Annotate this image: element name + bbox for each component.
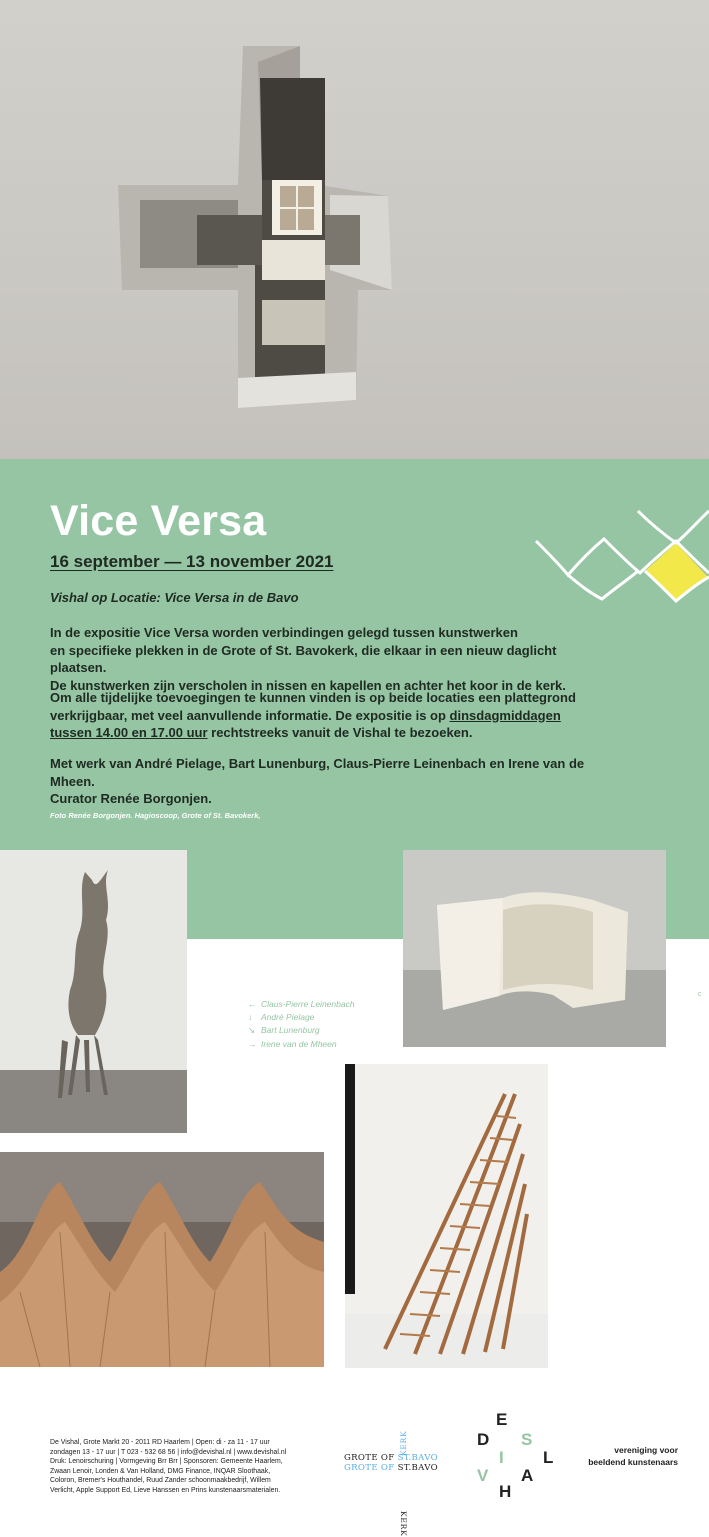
- footer-info: [50, 1438, 320, 1496]
- club-line: beeldend kunstenaars: [588, 1457, 678, 1467]
- bavo-logo-vertical: KERK: [399, 1430, 408, 1456]
- bavo-logo-line: [344, 1463, 438, 1473]
- photo-sculpture-branch: [0, 850, 187, 1133]
- visit-hours-link[interactable]: tussen 14.00 en 17.00 uur: [50, 725, 208, 740]
- footer-line: zondagen 13 - 17 uur | T 023 - 532 68 56 | info@devishal.nl | www.devishal.nl: [50, 1448, 287, 1456]
- arrow-right-icon: →: [248, 1038, 257, 1049]
- exhibition-dates: 16 september — 13 november 2021: [50, 552, 334, 571]
- visit-paragraph: [50, 689, 610, 742]
- photo-ceramic-form: [403, 850, 666, 1047]
- intro-line: In de expositie Vice Versa worden verbindingen gelegd tussen kunstwerken: [50, 625, 518, 640]
- photo-credit: Foto Renée Borgonjen. Hagioscoop, Grote of St. Bavokerk,: [50, 811, 261, 820]
- vishal-letter: V: [477, 1466, 489, 1485]
- legend-item: [248, 1011, 355, 1024]
- bavo-logo-vertical: KERK: [399, 1511, 408, 1537]
- visit-text: verkrijgbaar, met veel aanvullende informatie. De expositie is op: [50, 707, 450, 723]
- arrow-left-icon: ←: [248, 999, 257, 1009]
- side-mark: c: [698, 991, 702, 998]
- club-tagline: [588, 1444, 678, 1468]
- intro-paragraph: [50, 624, 610, 694]
- hero-photo: [0, 0, 709, 459]
- bavo-logo-text: GROTE OF: [344, 1463, 398, 1473]
- legend-item: [248, 998, 355, 1011]
- visit-text: rechtstreeks vanuit de Vishal te bezoeken.: [207, 725, 473, 740]
- exhibition-title: Vice Versa: [50, 497, 267, 545]
- bavo-logo-text: ST.BAVO: [397, 1453, 438, 1463]
- vishal-letter: S: [521, 1430, 533, 1449]
- photo-ladders: [345, 1064, 548, 1368]
- wave-graphic: [530, 505, 709, 605]
- club-line: vereniging voor: [614, 1445, 678, 1455]
- artists-legend: [248, 998, 355, 1051]
- legend-item: [248, 1024, 355, 1037]
- curator-line: Curator Renée Borgonjen.: [50, 791, 212, 806]
- legend-artist: Irene van de Mheen: [261, 1038, 337, 1049]
- artists-line: Met werk van André Pielage, Bart Lunenburg, Claus-Pierre Leinenbach en Irene van de Mheen.: [50, 756, 585, 789]
- vishal-letter: D: [477, 1430, 490, 1449]
- bavo-logo: [342, 1422, 462, 1537]
- footer-line: De Vishal, Grote Markt 20 - 2011 RD Haarlem | Open: di - za 11 - 17 uur: [50, 1439, 270, 1446]
- footer-line: Druk: Lenoirschuring | Vormgeving Brr Brr | Sponsoren: Gemeente Haarlem,: [50, 1458, 283, 1466]
- bavo-logo-line: [344, 1453, 438, 1463]
- arrow-down-icon: ↓: [248, 1012, 253, 1023]
- vishal-letter: E: [496, 1410, 508, 1429]
- legend-artist: Bart Lunenburg: [261, 1025, 320, 1036]
- vishal-letter: A: [521, 1466, 534, 1485]
- vishal-letter: I: [499, 1448, 504, 1467]
- intro-line: en specifieke plekken in de Grote of St. Bavokerk, die elkaar in een nieuw daglicht plaatsen.: [50, 642, 557, 675]
- vishal-letter: H: [499, 1482, 512, 1501]
- legend-artist: André Pielage: [261, 1012, 315, 1023]
- visit-line: Om alle tijdelijke toevoegingen te kunnen vinden is op beide locaties een plattegrond: [50, 690, 576, 705]
- vishal-letter: L: [543, 1448, 554, 1467]
- legend-artist: Claus-Pierre Leinenbach: [261, 999, 355, 1009]
- visit-line: [50, 724, 610, 742]
- footer-line: Coloron, Bremer's Houthandel, Ruud Zander schoonmaakbedrijf, Willem: [50, 1477, 271, 1485]
- photo-wooden-vaults: [0, 1152, 324, 1367]
- visit-days-link[interactable]: dinsdagmiddagen: [449, 707, 561, 723]
- visit-line: [50, 707, 610, 725]
- bavo-logo-text: GROTE OF: [344, 1453, 398, 1463]
- footer-line: Verlicht, Apple Support Ed, Lieve Hanssen en Prins kunstenaarsmaterialen.: [50, 1486, 281, 1494]
- bavo-logo-text: ST.BAVO: [397, 1463, 438, 1473]
- legend-item: [248, 1038, 355, 1051]
- exhibition-subtitle: Vishal op Locatie: Vice Versa in de Bavo: [50, 590, 299, 605]
- vishal-logo: [470, 1408, 580, 1500]
- intro-line: De kunstwerken zijn verscholen in nissen en kapellen en achter het koor in de kerk.: [50, 677, 566, 693]
- arrow-down-right-icon: ↘: [248, 1025, 256, 1036]
- footer-line: Zwaan Lenoir, Londen & Van Holland, DMG Finance, INQAR Sloothaak,: [50, 1467, 271, 1475]
- artists-paragraph: [50, 755, 610, 808]
